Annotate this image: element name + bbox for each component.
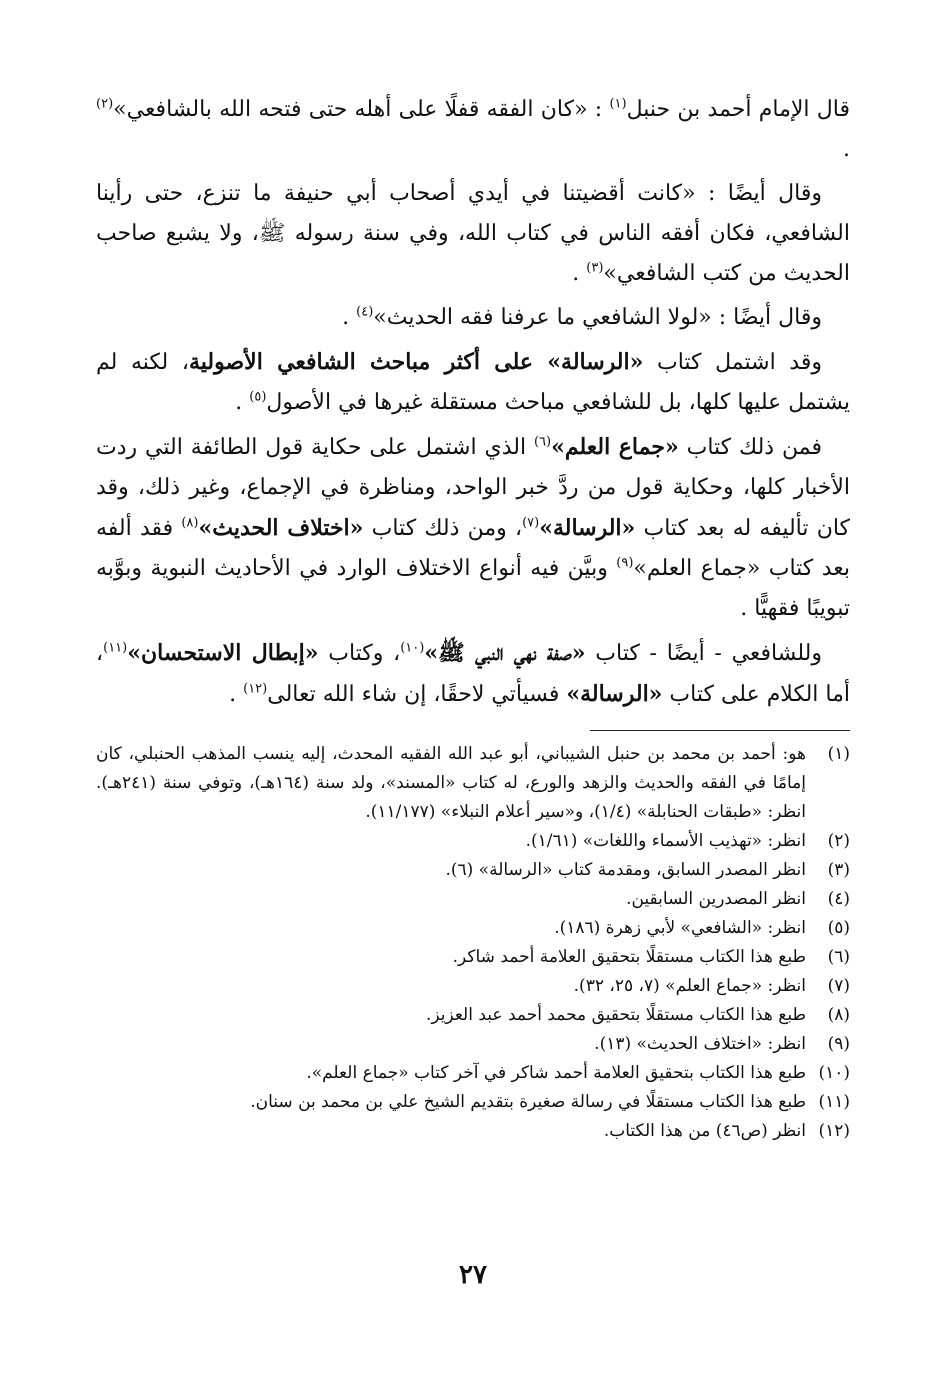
text-run: فمن ذلك كتاب [678,435,822,460]
footnote-number: (٦) [827,947,850,967]
paragraph [96,90,850,170]
footnote-number: (٢) [827,831,850,851]
footnote-text: انظر المصدرين السابقين. [626,889,806,909]
footnote-ref: (٣) [586,260,604,276]
footnote-number: (١) [827,744,850,764]
footnote-text: طبع هذا الكتاب مستقلًا بتحقيق العلامة أحمد شاكر. [452,947,806,967]
bold-title: «جماع العلم» [551,434,679,460]
text-run: وقد اشتمل كتاب [643,350,823,375]
footnote-ref: (١١) [103,640,128,656]
footnote-text: طبع هذا الكتاب بتحقيق العلامة أحمد شاكر في آخر كتاب «جماع العلم». [306,1063,806,1083]
footnote-item [96,740,850,827]
bold-title: «الرسالة» [539,515,636,541]
footnote-item [96,856,850,885]
bold-title: «الرسالة» على أكثر مباحث الشافعي الأصولية [188,349,644,375]
footnote-item [96,914,850,943]
text-run: ، ومن ذلك كتاب [363,516,523,541]
paragraph [96,633,850,715]
footnote-ref: (١) [609,96,627,112]
footnote-text: انظر: «جماع العلم» (٧، ٢٥، ٣٢). [573,976,806,996]
text-run: . [572,261,587,286]
footnote-ref: (١٢) [243,681,268,697]
footnote-item [96,1030,850,1059]
bold-title: «إبطال الاستحسان» [127,640,319,666]
page-number: ٢٧ [459,1260,487,1290]
footnote-item [96,1001,850,1030]
footnote-item [96,943,850,972]
footnote-item [96,1088,850,1117]
footnote-number: (٩) [827,1034,850,1054]
footnote-item [96,1059,850,1088]
paragraph [96,342,850,423]
text-run: وللشافعي - أيضًا - كتاب [585,641,822,666]
footnote-text: انظر: «الشافعي» لأبي زهرة (١٨٦). [554,918,806,938]
text-run: قال الإمام أحمد بن حنبل [626,97,850,122]
footnote-number: (٨) [827,1005,850,1025]
text-run: ، وكتاب [318,641,401,666]
footnote-item [96,1117,850,1146]
text-run: وقال أيضًا : «لولا الشافعي ما عرفنا فقه الحديث» [373,305,822,330]
footnote-ref: (٦) [533,434,552,450]
footnote-ref: (٤) [356,304,374,320]
footnote-number: (٥) [827,918,850,938]
footnote-number: (٣) [827,860,850,880]
footnote-text: انظر: «تهذيب الأسماء واللغات» (١/٦١). [525,831,806,851]
footnote-ref: (٨) [181,515,199,531]
footnote-number: (٤) [827,889,850,909]
footnote-ref: (٧) [522,515,540,531]
paragraph [96,427,850,629]
paragraph [96,298,850,338]
bold-title: «اختلاف الحديث» [198,515,364,541]
footnote-ref: (٩) [616,555,634,571]
bold-title: «الرسالة» [566,681,663,707]
text-run: ، أما الكلام على كتاب [96,641,850,707]
footnote-ref: (٢) [96,96,114,112]
text-run: . [235,390,250,415]
bold-title: «صفة نهي النبي ﷺ» [424,640,586,666]
text-run: . [229,682,244,707]
footnote-ref: (٥) [249,389,267,405]
footnote-text: انظر المصدر السابق، ومقدمة كتاب «الرسالة» (٦). [445,860,806,880]
footnote-number: (١٢) [818,1121,850,1141]
footnote-ref: (١٠) [400,640,425,656]
footnote-text: هو: أحمد بن محمد بن حنبل الشيباني، أبو عبد الله الفقيه المحدث، إليه ينسب المذهب الحنبلي، كان إمامًا في الفقه والحديث والزهد والورع، له كتاب «المسند»، ولد سنة (١٦٤هـ)، وتوفي سنة (٢٤١هـ). انظر: «طبقات الحنابلة» (١/٤)، و«سير أعلام النبلاء» (١١/١٧٧). [96,744,806,822]
text-run: وبيَّن فيه أنواع الاختلاف الوارد في الأحاديث النبوية وبوَّبه تبويبًا فقهيًّا . [96,556,850,621]
footnote-text: طبع هذا الكتاب مستقلًا بتحقيق محمد أحمد عبد العزيز. [425,1005,806,1025]
text-run: وقال أيضًا : «كانت أقضيتنا في أيدي أصحاب أبي حنيفة ما تنزع، حتى رأينا الشافعي، فكان أفقه الناس في كتاب الله، وفي سنة رسوله ﷺ، ولا يشبع صاحب الحديث من كتب الشافعي» [96,181,850,286]
footnote-item [96,827,850,856]
text-run: الذي اشتمل على حكاية قول الطائفة التي ردت الأخبار كلها، وحكاية قول من ردَّ خبر الواحد، ومناظرة في الإجماع، وغير ذلك، وقد كان تأليفه له بعد كتاب [96,435,851,541]
text-run: . [342,305,357,330]
paragraph [96,174,850,294]
text-run: فقد ألفه بعد كتاب «جماع العلم» [96,516,850,581]
footnote-text: انظر: «اختلاف الحديث» (١٣). [594,1034,806,1054]
footnote-separator [590,730,850,731]
main-text [96,90,850,715]
text-run: فسيأتي لاحقًا، إن شاء الله تعالى [267,682,567,707]
footnote-number: (١٠) [818,1063,850,1083]
text-run: : «كان الفقه قفلًا على أهله حتى فتحه الله بالشافعي» [113,97,610,122]
text-run: ، لكنه لم يشتمل عليها كلها، بل للشافعي مباحث مستقلة غيرها في الأصول [96,350,850,415]
book-page [96,90,850,1320]
footnote-item [96,885,850,914]
footnote-number: (٧) [827,976,850,996]
footnote-text: طبع هذا الكتاب مستقلًا في رسالة صغيرة بتقديم الشيخ علي بن محمد بن سنان. [250,1092,806,1112]
footnote-text: انظر (ص٤٦) من هذا الكتاب. [603,1121,806,1141]
footnotes-list [96,740,850,1146]
text-run: . [843,137,850,162]
footnote-number: (١١) [818,1092,850,1112]
footnote-item [96,972,850,1001]
